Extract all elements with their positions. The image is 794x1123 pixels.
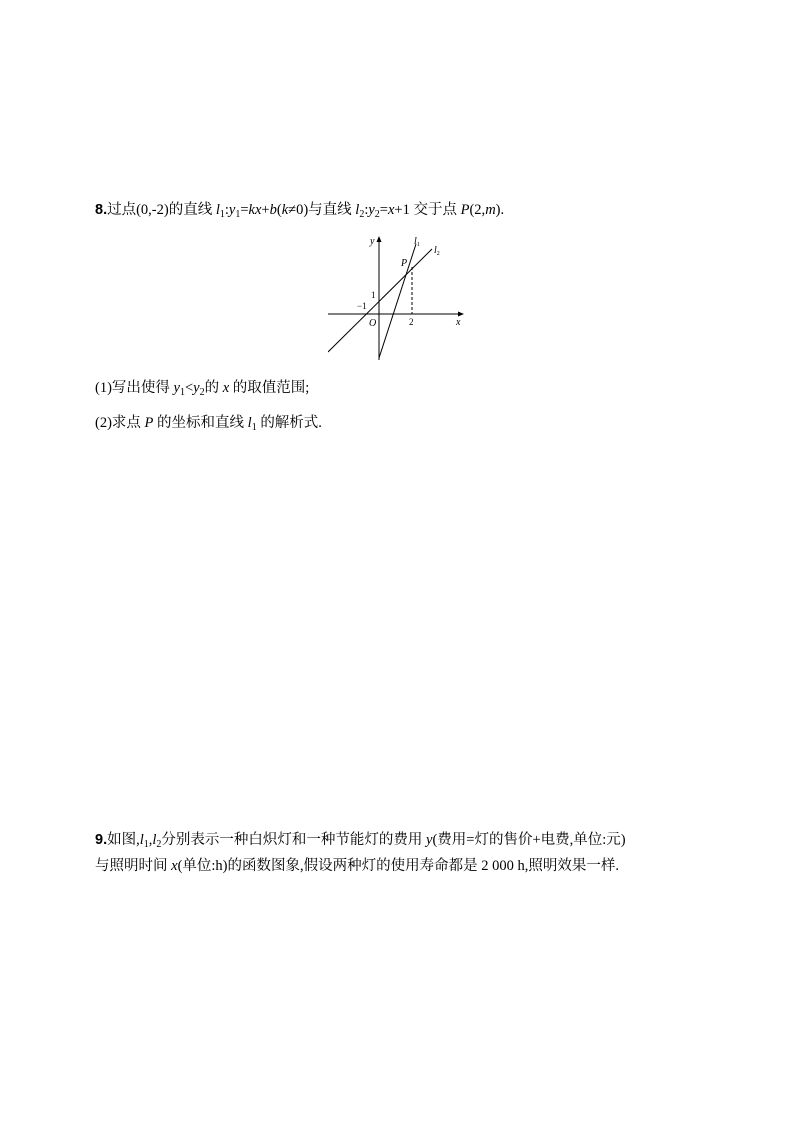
line-l1-label-sub: 1: [416, 242, 420, 248]
text-run: 分别表示一种白炽灯和一种节能灯的费用: [161, 832, 427, 848]
q9-stem-line-2: [95, 856, 619, 876]
math-variable: l: [247, 415, 252, 431]
text-run: <: [184, 380, 194, 396]
y-axis-label: y: [370, 236, 375, 247]
origin-label: O: [369, 318, 377, 329]
subscript: 2: [199, 387, 205, 398]
math-variable: b: [269, 202, 277, 218]
x-axis-arrow: [458, 312, 464, 317]
text-run: 与照明时间: [95, 858, 172, 874]
math-variable: x: [222, 380, 230, 396]
line-l1: [379, 244, 416, 358]
math-variable: y: [193, 380, 200, 396]
math-variable: l: [355, 202, 360, 218]
text-run: 的: [204, 380, 223, 396]
subscript: 2: [374, 209, 380, 220]
x-axis-label: x: [456, 317, 461, 328]
math-variable: y: [228, 202, 236, 218]
line-l1-label-main: l: [414, 236, 417, 247]
text-run: (费用=灯的售价+电费,单位:元): [432, 832, 626, 848]
q8-graph-figure: [328, 232, 468, 362]
tick-x-label: 2: [409, 317, 414, 327]
tick-x-neg-label: −1: [357, 301, 367, 311]
line-l2-label-sub: 2: [436, 251, 440, 257]
text-run: ≠0)与直线: [288, 202, 356, 218]
tick-y-label: 1: [371, 290, 376, 300]
text-run: (2)求点: [95, 415, 145, 431]
math-variable: k: [281, 202, 289, 218]
line-l1-label: [414, 236, 420, 248]
text-run: 如图,: [107, 832, 140, 848]
math-variable: kx: [248, 202, 262, 218]
text-run: 的坐标和直线: [153, 415, 248, 431]
text-run: =: [379, 202, 388, 218]
subscript: 2: [156, 839, 162, 850]
point-p-label: P: [401, 258, 408, 269]
line-l2-label: [434, 245, 440, 257]
text-run: :: [364, 202, 369, 218]
q8-number: 8.: [95, 202, 108, 218]
math-variable: P: [144, 415, 154, 431]
math-variable: P: [460, 202, 470, 218]
text-run: 过点(0,-2)的直线: [107, 202, 216, 218]
text-run: (单位:h)的函数图象,假设两种灯的使用寿命都是 2 000 h,照明效果一样.: [177, 858, 619, 874]
text-run: +1 交于点: [394, 202, 461, 218]
q8-part-1: [95, 378, 309, 398]
text-run: 的取值范围;: [229, 380, 310, 396]
subscript: 2: [359, 209, 365, 220]
math-variable: x: [387, 202, 395, 218]
subscript: 1: [251, 422, 257, 433]
text-run: =: [240, 202, 249, 218]
text-run: :: [224, 202, 229, 218]
math-variable: y: [426, 832, 433, 848]
q9-stem-text-1: [107, 832, 626, 848]
text-run: (1)写出使得: [95, 380, 174, 396]
math-variable: m: [485, 202, 496, 218]
math-variable: y: [173, 380, 180, 396]
math-variable: l: [139, 832, 144, 848]
q8-stem-text: [107, 202, 504, 218]
text-run: (: [276, 202, 282, 218]
math-variable: l: [215, 202, 220, 218]
text-run: ,: [148, 832, 153, 848]
subscript: 1: [219, 209, 225, 220]
y-axis-arrow: [377, 236, 382, 242]
text-run: +: [261, 202, 270, 218]
math-variable: x: [171, 858, 178, 874]
text-run: (2,: [469, 202, 486, 218]
q9-stem-line-1: [95, 830, 626, 850]
subscript: 1: [179, 387, 185, 398]
text-run: ).: [495, 202, 505, 218]
q9-number: 9.: [95, 832, 108, 848]
q8-part-2: [95, 413, 322, 433]
math-variable: l: [152, 832, 157, 848]
subscript: 1: [143, 839, 149, 850]
text-run: 的解析式.: [256, 415, 322, 431]
line-l2-label-main: l: [434, 245, 437, 256]
math-variable: y: [368, 202, 375, 218]
subscript: 1: [235, 209, 241, 220]
q8-stem: [95, 200, 504, 220]
line-l2: [328, 249, 432, 352]
